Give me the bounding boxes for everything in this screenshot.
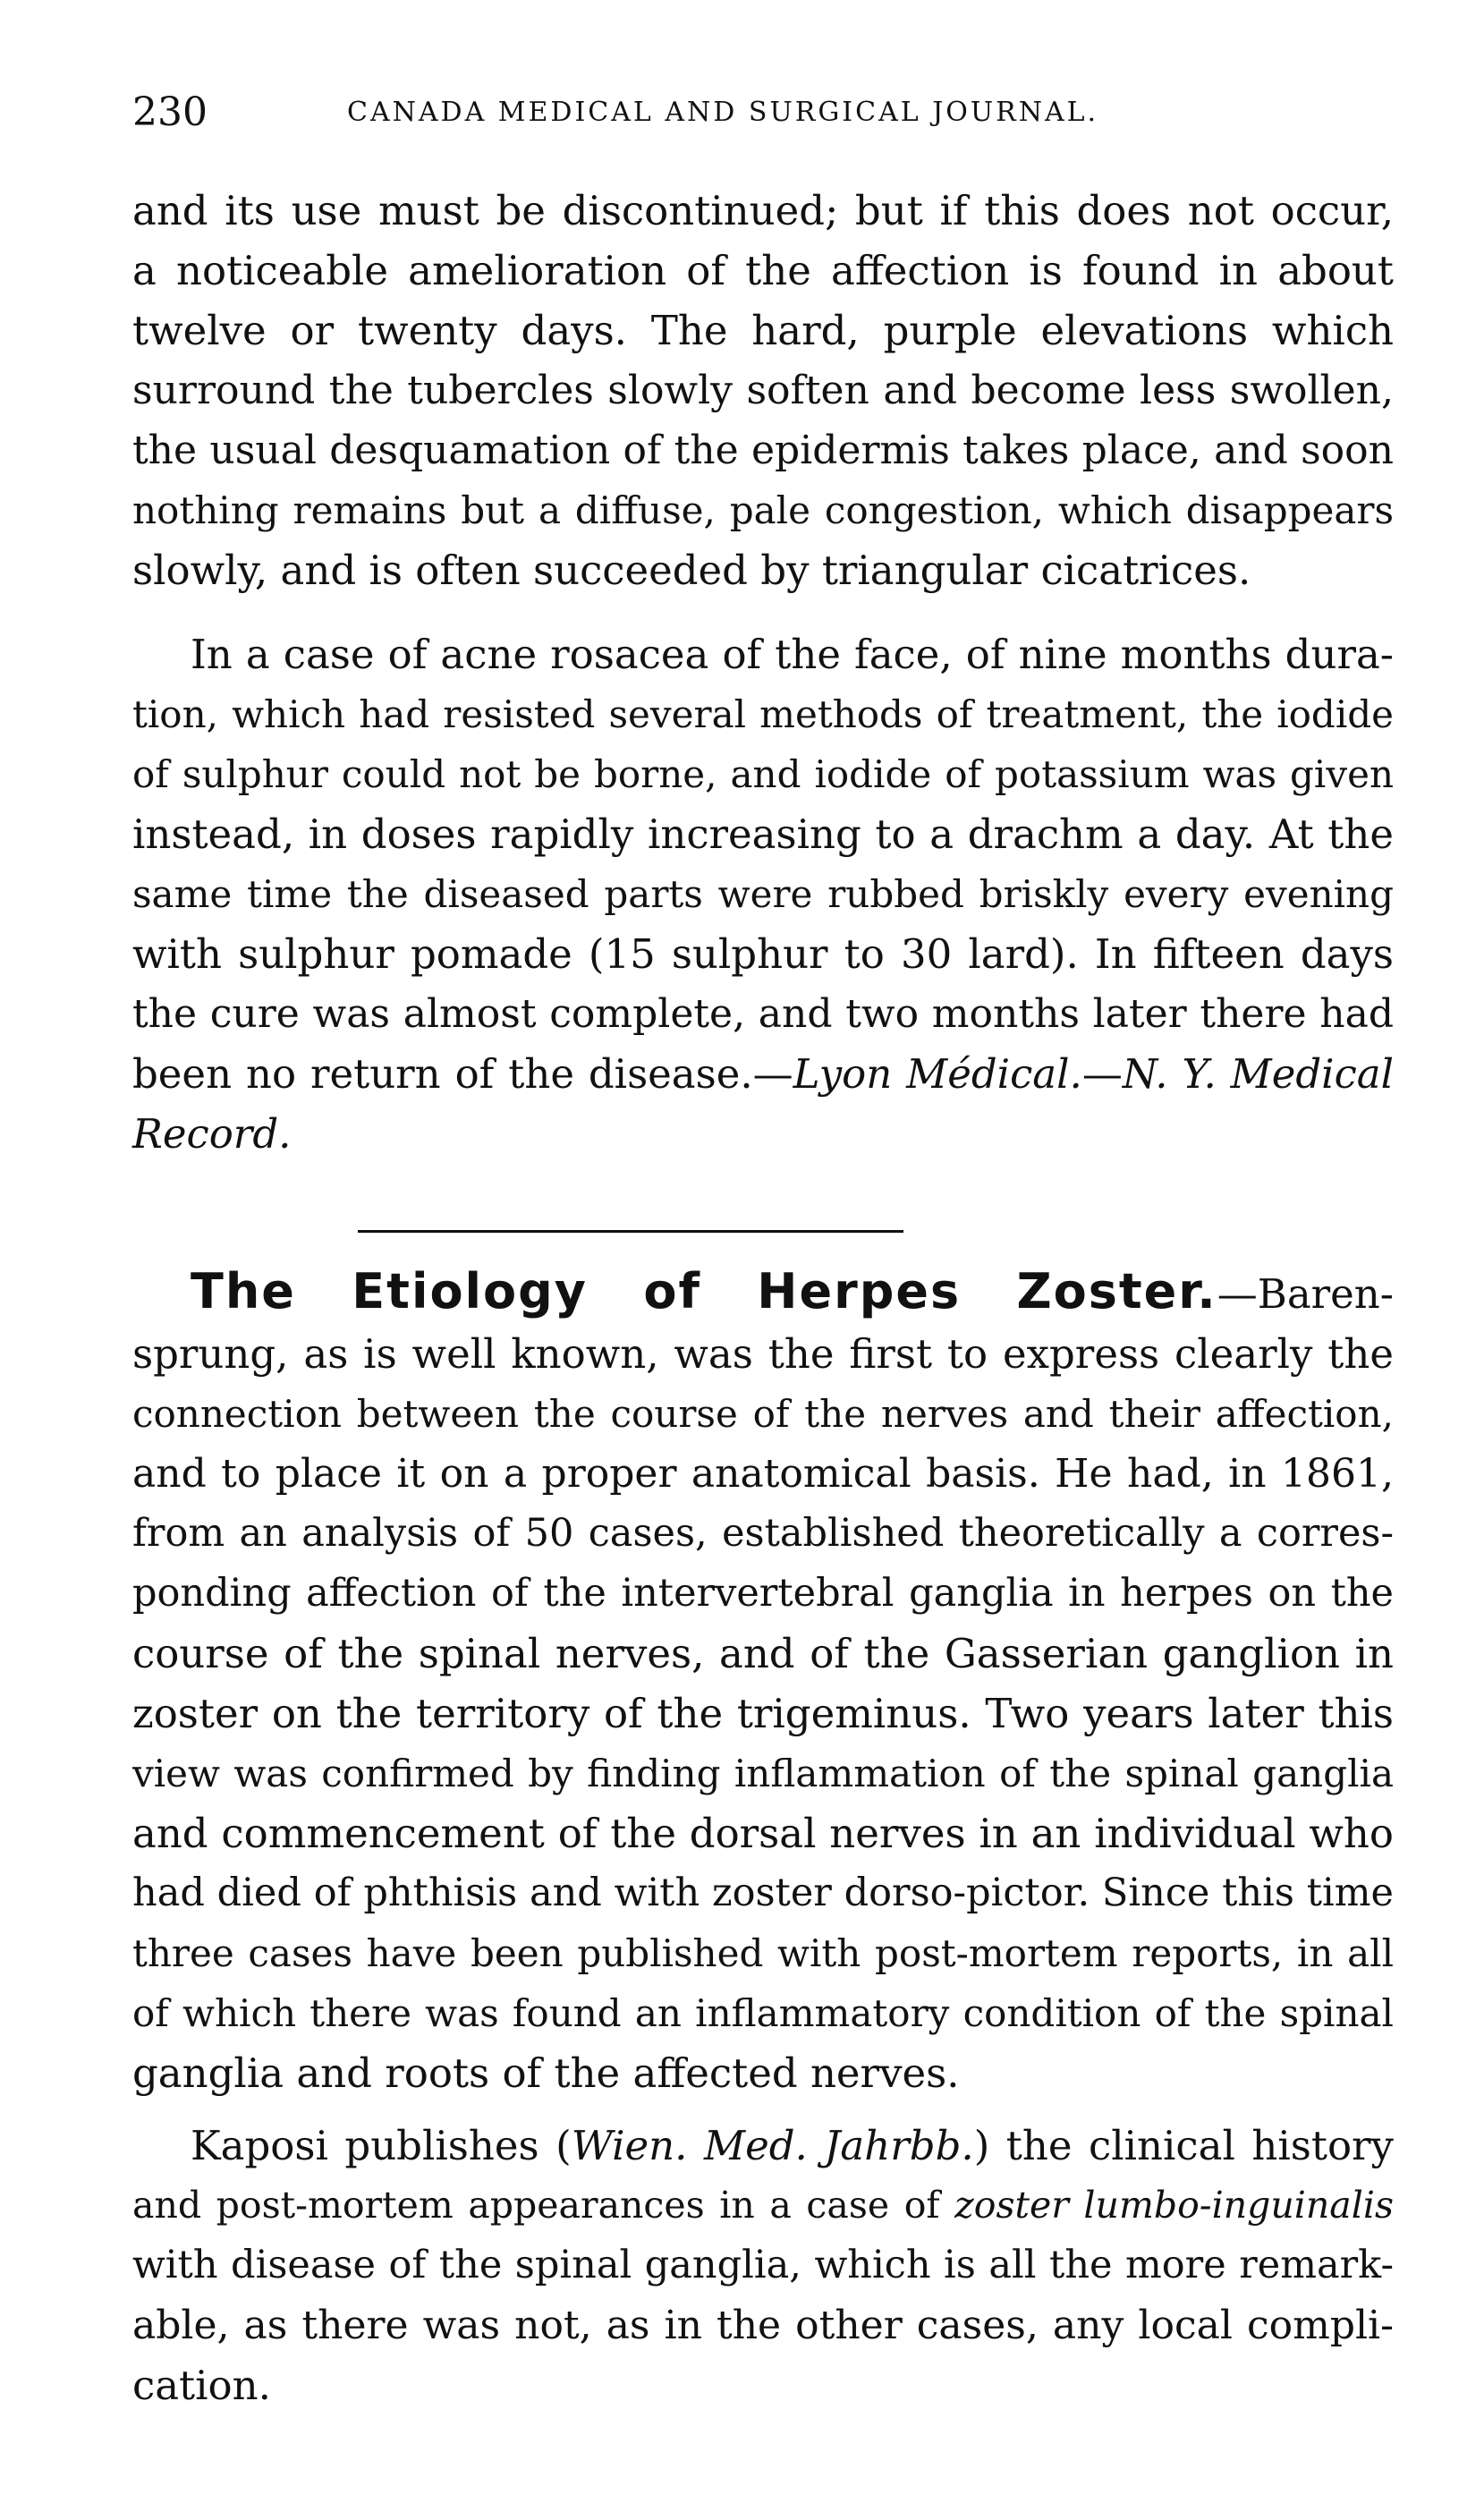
text-line: and commencement of the dorsal nerves in an individual who	[132, 1810, 1394, 1857]
text-line: ponding affection of the intervertebral ganglia in herpes on the	[132, 1571, 1394, 1616]
page-header	[132, 89, 1394, 179]
text-line: surround the tubercles slowly soften and become less swollen,	[132, 368, 1394, 413]
text-line: the usual desquamation of the epidermis takes place, and soon	[132, 428, 1394, 473]
text-line: connection between the course of the nerves and their affection,	[132, 1392, 1394, 1436]
text-line: zoster on the territory of the trigeminus. Two years later this	[132, 1690, 1394, 1737]
text-line: a noticeable amelioration of the affection is found in about	[132, 247, 1394, 294]
text-line: the cure was almost complete, and two months later there had	[132, 991, 1394, 1037]
text-line: and its use must be discontinued; but if this does not occur,	[132, 187, 1394, 234]
text-line: three cases have been published with post-mortem reports, in all	[132, 1931, 1394, 1975]
text-line: of sulphur could not be borne, and iodide of potassium was given	[132, 752, 1394, 796]
text-line: with disease of the spinal ganglia, which is all the more remark-	[132, 2243, 1394, 2287]
text-segment: been no return of the disease.—	[132, 1050, 793, 1098]
paragraph-continuation	[132, 181, 1394, 600]
heading-line	[132, 1261, 1394, 1324]
article-heading: The Etiology of Herpes Zoster.	[191, 1263, 1217, 1319]
text-line	[132, 2116, 1394, 2176]
text-line: ganglia and roots of the affected nerves.	[132, 2049, 960, 2097]
citation-line	[132, 1104, 1394, 1164]
italic-term: zoster lumbo-inguinalis	[954, 2184, 1394, 2227]
text-line: sprung, as is well known, was the first to express clearly the	[132, 1330, 1394, 1378]
text-line	[132, 2176, 1394, 2236]
section-divider	[358, 1230, 903, 1233]
article-herpes-zoster	[132, 1261, 1394, 2103]
page-number: 230	[132, 89, 208, 135]
text-line: with sulphur pomade (15 sulphur to 30 lard). In fifteen days	[132, 930, 1394, 978]
citation-separator: —	[1081, 1050, 1123, 1098]
citation-line	[132, 1044, 1394, 1104]
text-line: had died of phthisis and with zoster dorso-pictor. Since this time	[132, 1871, 1394, 1915]
text-segment: ) the clinical history	[973, 2122, 1394, 2169]
journal-page	[132, 89, 1394, 1158]
text-line: and to place it on a proper anatomical basis. He had, in 1861,	[132, 1451, 1394, 1497]
text-line: cation.	[132, 2362, 271, 2409]
paragraph-acne-rosacea	[132, 624, 1394, 1164]
text-line: In a case of acne rosacea of the face, of nine months dura-	[191, 631, 1394, 678]
text-segment: —Baren-	[1217, 1270, 1394, 1318]
text-line: same time the diseased parts were rubbed briskly every evening	[132, 872, 1394, 916]
text-line: instead, in doses rapidly increasing to a drachm a day. At the	[132, 810, 1394, 858]
text-line: nothing remains but a diffuse, pale congestion, which disappears	[132, 488, 1394, 532]
paragraph-kaposi	[132, 2116, 1394, 2415]
text-line: course of the spinal nerves, and of the Gasserian ganglion in	[132, 1630, 1394, 1677]
citation-journal: Lyon Médical.	[793, 1050, 1082, 1098]
citation-source-end: Record.	[132, 1110, 292, 1158]
text-line: of which there was found an inflammatory condition of the spinal	[132, 1991, 1394, 2035]
text-line: view was confirmed by finding inflammation of the spinal ganglia	[132, 1752, 1394, 1795]
text-line: from an analysis of 50 cases, established theoretically a corres-	[132, 1511, 1394, 1556]
running-title: CANADA MEDICAL AND SURGICAL JOURNAL.	[347, 97, 1099, 128]
citation-journal: Wien. Med. Jahrbb.	[571, 2122, 974, 2169]
text-line: able, as there was not, as in the other cases, any local compli-	[132, 2303, 1394, 2348]
text-line: tion, which had resisted several methods of treatment, the iodide	[132, 692, 1394, 736]
text-segment: and post-mortem appearances in a case of	[132, 2184, 955, 2227]
text-line: slowly, and is often succeeded by triangular cicatrices.	[132, 547, 1251, 594]
text-segment: Kaposi publishes (	[191, 2122, 572, 2169]
text-line: twelve or twenty days. The hard, purple elevations which	[132, 307, 1394, 354]
citation-source: N. Y. Medical	[1122, 1050, 1394, 1098]
